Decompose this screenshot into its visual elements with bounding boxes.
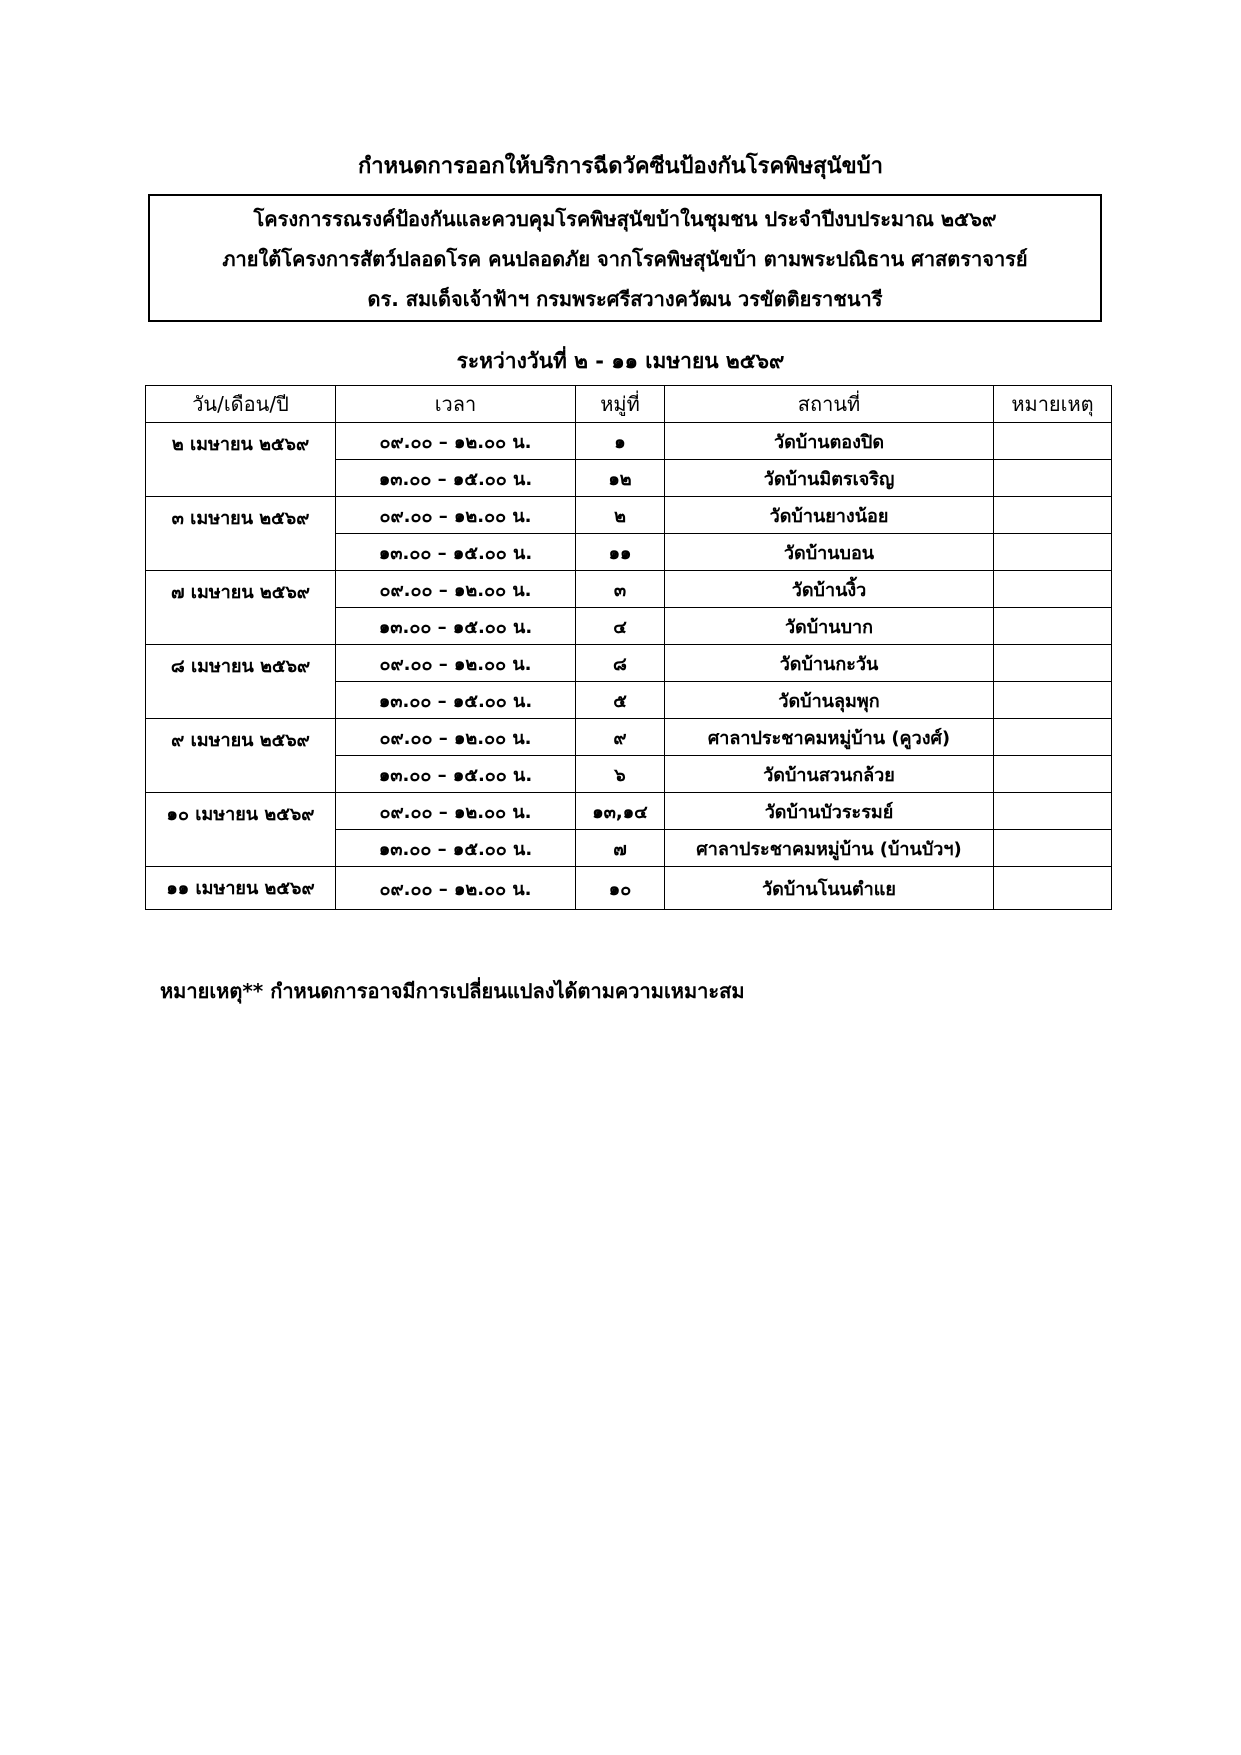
row-village: ๖ bbox=[576, 756, 665, 793]
header-place: สถานที่ bbox=[665, 386, 994, 423]
row-place: วัดบ้านบาก bbox=[665, 608, 994, 645]
row-remark bbox=[994, 830, 1112, 867]
row-place: วัดบ้านมิตรเจริญ bbox=[665, 460, 994, 497]
row-remark bbox=[994, 756, 1112, 793]
row-remark bbox=[994, 645, 1112, 682]
footnote: หมายเหตุ** กำหนดการอาจมีการเปลี่ยนแปลงได้ตามความเหมาะสม bbox=[160, 979, 745, 1003]
row-time: ๐๙.๐๐ – ๑๒.๐๐ น. bbox=[336, 719, 576, 756]
row-date: ๗ เมษายน ๒๕๖๙ bbox=[146, 571, 336, 645]
row-village: ๔ bbox=[576, 608, 665, 645]
row-date: ๑๐ เมษายน ๒๕๖๙ bbox=[146, 793, 336, 867]
row-date: ๑๑ เมษายน ๒๕๖๙ bbox=[146, 867, 336, 910]
row-place: วัดบ้านกะวัน bbox=[665, 645, 994, 682]
table-row bbox=[146, 497, 1112, 534]
row-remark bbox=[994, 608, 1112, 645]
row-place: วัดบ้านลุมพุก bbox=[665, 682, 994, 719]
row-time: ๑๓.๐๐ – ๑๕.๐๐ น. bbox=[336, 830, 576, 867]
period-heading: ระหว่างวันที่ ๒ - ๑๑ เมษายน ๒๕๖๙ bbox=[456, 349, 785, 373]
row-village: ๘ bbox=[576, 645, 665, 682]
row-time: ๐๙.๐๐ – ๑๒.๐๐ น. bbox=[336, 793, 576, 830]
row-time: ๑๓.๐๐ – ๑๕.๐๐ น. bbox=[336, 682, 576, 719]
table-row bbox=[146, 793, 1112, 830]
row-place: วัดบ้านบัวระรมย์ bbox=[665, 793, 994, 830]
header-village: หมู่ที่ bbox=[576, 386, 665, 423]
header-date: วัน/เดือน/ปี bbox=[146, 386, 336, 423]
row-village: ๗ bbox=[576, 830, 665, 867]
schedule-table bbox=[145, 385, 1112, 910]
row-village: ๙ bbox=[576, 719, 665, 756]
row-time: ๐๙.๐๐ – ๑๒.๐๐ น. bbox=[336, 497, 576, 534]
row-date: ๒ เมษายน ๒๕๖๙ bbox=[146, 423, 336, 497]
row-village: ๑๐ bbox=[576, 867, 665, 910]
row-place: วัดบ้านบอน bbox=[665, 534, 994, 571]
row-remark bbox=[994, 867, 1112, 910]
row-remark bbox=[994, 793, 1112, 830]
row-time: ๐๙.๐๐ – ๑๒.๐๐ น. bbox=[336, 423, 576, 460]
row-place: วัดบ้านสวนกล้วย bbox=[665, 756, 994, 793]
row-village: ๑๑ bbox=[576, 534, 665, 571]
row-village: ๑๓,๑๔ bbox=[576, 793, 665, 830]
table-row bbox=[146, 423, 1112, 460]
row-date: ๙ เมษายน ๒๕๖๙ bbox=[146, 719, 336, 793]
table-row bbox=[146, 867, 1112, 910]
row-date: ๓ เมษายน ๒๕๖๙ bbox=[146, 497, 336, 571]
header-time: เวลา bbox=[336, 386, 576, 423]
table-row bbox=[146, 719, 1112, 756]
row-time: ๑๓.๐๐ – ๑๕.๐๐ น. bbox=[336, 608, 576, 645]
row-place: ศาลาประชาคมหมู่บ้าน (บ้านบัวฯ) bbox=[665, 830, 994, 867]
row-time: ๐๙.๐๐ – ๑๒.๐๐ น. bbox=[336, 645, 576, 682]
row-remark bbox=[994, 423, 1112, 460]
project-line-3: ดร. สมเด็จเจ้าฟ้าฯ กรมพระศรีสวางควัฒน วรขัตติยราชนารี bbox=[367, 287, 883, 311]
row-remark bbox=[994, 571, 1112, 608]
row-place: วัดบ้านโนนตำแย bbox=[665, 867, 994, 910]
project-line-1: โครงการรณรงค์ป้องกันและควบคุมโรคพิษสุนัขบ้าในชุมชน ประจำปีงบประมาณ ๒๕๖๙ bbox=[253, 207, 997, 231]
row-time: ๐๙.๐๐ – ๑๒.๐๐ น. bbox=[336, 867, 576, 910]
row-place: วัดบ้านยางน้อย bbox=[665, 497, 994, 534]
row-time: ๑๓.๐๐ – ๑๕.๐๐ น. bbox=[336, 534, 576, 571]
row-date: ๘ เมษายน ๒๕๖๙ bbox=[146, 645, 336, 719]
row-remark bbox=[994, 682, 1112, 719]
row-remark bbox=[994, 719, 1112, 756]
row-remark bbox=[994, 460, 1112, 497]
row-place: วัดบ้านงิ้ว bbox=[665, 571, 994, 608]
row-place: วัดบ้านตองปิด bbox=[665, 423, 994, 460]
row-remark bbox=[994, 534, 1112, 571]
header-remark: หมายเหตุ bbox=[994, 386, 1112, 423]
row-time: ๑๓.๐๐ – ๑๕.๐๐ น. bbox=[336, 460, 576, 497]
table-header-row bbox=[146, 386, 1112, 423]
row-village: ๑๒ bbox=[576, 460, 665, 497]
row-time: ๐๙.๐๐ – ๑๒.๐๐ น. bbox=[336, 571, 576, 608]
row-place: ศาลาประชาคมหมู่บ้าน (คูวงศ์) bbox=[665, 719, 994, 756]
row-time: ๑๓.๐๐ – ๑๕.๐๐ น. bbox=[336, 756, 576, 793]
table-row bbox=[146, 645, 1112, 682]
page-title: กำหนดการออกให้บริการฉีดวัคซีนป้องกันโรคพิษสุนัขบ้า bbox=[357, 154, 884, 179]
row-village: ๓ bbox=[576, 571, 665, 608]
row-village: ๕ bbox=[576, 682, 665, 719]
table-row bbox=[146, 571, 1112, 608]
project-line-2: ภายใต้โครงการสัตว์ปลอดโรค คนปลอดภัย จากโรคพิษสุนัขบ้า ตามพระปณิธาน ศาสตราจารย์ bbox=[222, 247, 1028, 271]
project-box bbox=[148, 194, 1102, 322]
row-village: ๒ bbox=[576, 497, 665, 534]
row-remark bbox=[994, 497, 1112, 534]
row-village: ๑ bbox=[576, 423, 665, 460]
